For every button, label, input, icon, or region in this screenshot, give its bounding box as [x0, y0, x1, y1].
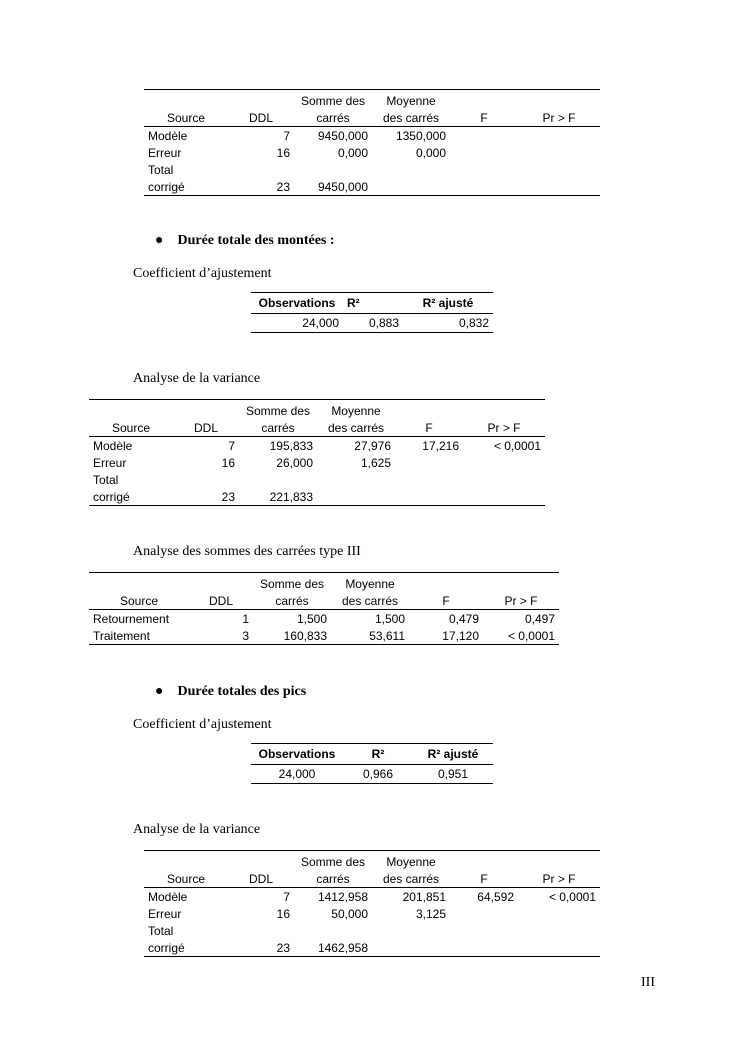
- cell-total-line1: Total: [93, 472, 119, 487]
- cell-ddl: 7: [228, 438, 235, 453]
- header-p: Pr > F: [518, 870, 600, 888]
- cell-source: Traitement: [89, 627, 189, 645]
- cell-source: Erreur: [148, 906, 182, 921]
- cell-p: < 0,0001: [483, 627, 559, 645]
- cell-ms: 1350,000: [395, 128, 446, 143]
- header-ms: des carrés: [372, 109, 450, 127]
- fit-value-observations: 24,000: [251, 314, 343, 333]
- header-source: Source: [89, 419, 173, 437]
- anova-table-2: [89, 399, 545, 506]
- cell-total-line2: corrigé: [144, 939, 228, 957]
- cell-ss: 0,000: [337, 145, 368, 160]
- table-row: [144, 144, 600, 161]
- fit-header-r2: R²: [343, 293, 403, 314]
- cell-ddl: 23: [228, 939, 294, 957]
- fit-table-1: [251, 292, 493, 333]
- cell-p: 0,497: [524, 611, 555, 626]
- cell-f: 17,216: [422, 438, 459, 453]
- header-ms: des carrés: [317, 419, 395, 437]
- anova-table-1: [144, 89, 600, 196]
- type3-table: [89, 572, 559, 645]
- cell-ms: 27,976: [354, 438, 391, 453]
- table-row: [89, 627, 559, 645]
- header-ddl: DDL: [173, 419, 239, 437]
- fit-header-r2: R²: [343, 744, 413, 765]
- cell-f: 17,120: [409, 627, 483, 645]
- header-ddl: DDL: [228, 870, 294, 888]
- fit-value-r2-adjusted: 0,951: [413, 765, 493, 784]
- header-ms-top: Moyenne: [317, 400, 395, 420]
- header-ss-top: Somme des: [239, 400, 317, 420]
- header-ss: carrés: [239, 419, 317, 437]
- table-row-total: [144, 939, 600, 957]
- header-ss-top: Somme des: [253, 573, 331, 593]
- cell-f: [450, 144, 518, 161]
- header-f: F: [409, 592, 483, 610]
- cell-source: Modèle: [148, 889, 188, 904]
- cell-ddl: 3: [189, 627, 253, 645]
- header-ss: carrés: [294, 109, 372, 127]
- header-f: F: [450, 109, 518, 127]
- header-source: Source: [144, 109, 228, 127]
- cell-ss: 195,833: [269, 438, 313, 453]
- fit-header-r2-adjusted: R² ajusté: [403, 293, 493, 314]
- cell-source: Modèle: [93, 438, 133, 453]
- header-source: Source: [144, 870, 228, 888]
- cell-source: Retournement: [93, 611, 170, 626]
- table-row: [251, 314, 493, 333]
- header-p: Pr > F: [463, 419, 545, 437]
- fit-label-1: Coefficient d’ajustement: [133, 266, 272, 281]
- anova-label-2: Analyse de la variance: [133, 822, 261, 837]
- anova-table-4: [144, 850, 600, 957]
- section-title-pics: ● Durée totales des pics: [155, 684, 307, 699]
- fit-label-2: Coefficient d’ajustement: [133, 717, 272, 732]
- fit-header-r2-adjusted: R² ajusté: [413, 744, 493, 765]
- cell-source: Modèle: [148, 128, 188, 143]
- cell-p: < 0,0001: [548, 889, 596, 904]
- cell-ddl: 16: [221, 455, 235, 470]
- cell-f: 0,479: [448, 611, 479, 626]
- cell-ss: 26,000: [276, 455, 313, 470]
- fit-value-r2: 0,883: [343, 314, 403, 333]
- cell-f: [450, 127, 518, 145]
- cell-ddl: 16: [276, 145, 290, 160]
- table-row: [89, 454, 545, 471]
- header-p: Pr > F: [518, 109, 600, 127]
- type3-label: Analyse des sommes des carrées type III: [133, 544, 361, 559]
- cell-ss: 1462,958: [294, 939, 372, 957]
- cell-ms: 53,611: [331, 627, 409, 645]
- section-title-montees: ● Durée totale des montées :: [155, 233, 335, 248]
- table-row: [144, 905, 600, 922]
- header-ms-top: Moyenne: [372, 851, 450, 871]
- cell-ddl: 1: [242, 611, 249, 626]
- table-row: [89, 610, 559, 628]
- header-ms-top: Moyenne: [331, 573, 409, 593]
- header-ss: carrés: [294, 870, 372, 888]
- cell-ms: 0,000: [415, 145, 446, 160]
- fit-header-observations: Observations: [251, 744, 343, 765]
- table-row: [89, 437, 545, 455]
- header-ms-top: Moyenne: [372, 90, 450, 110]
- cell-ddl: 23: [228, 178, 294, 196]
- header-f: F: [395, 419, 463, 437]
- anova-label-1: Analyse de la variance: [133, 371, 261, 386]
- table-row: [144, 127, 600, 145]
- cell-total-line2: corrigé: [89, 488, 173, 506]
- table-row: [251, 765, 493, 784]
- cell-ss: 9450,000: [294, 178, 372, 196]
- cell-source: Erreur: [148, 145, 182, 160]
- header-ddl: DDL: [228, 109, 294, 127]
- table-row: [144, 888, 600, 906]
- cell-ss: 1,500: [296, 611, 327, 626]
- table-row-total-label: [89, 471, 545, 488]
- page-number: III: [641, 975, 655, 990]
- cell-total-line1: Total: [148, 923, 174, 938]
- cell-p: [518, 144, 600, 161]
- header-ms: des carrés: [331, 592, 409, 610]
- cell-p: [518, 127, 600, 145]
- header-ddl: DDL: [189, 592, 253, 610]
- cell-ss: 50,000: [331, 906, 368, 921]
- header-p: Pr > F: [483, 592, 559, 610]
- cell-f: [395, 454, 463, 471]
- cell-total-line1: Total: [148, 162, 174, 177]
- cell-source: Erreur: [93, 455, 127, 470]
- cell-ms: 1,500: [374, 611, 405, 626]
- cell-ddl: 16: [276, 906, 290, 921]
- cell-ms: 201,851: [402, 889, 446, 904]
- cell-ddl: 7: [283, 889, 290, 904]
- bullet-icon: ●: [155, 233, 164, 248]
- header-ms: des carrés: [372, 870, 450, 888]
- cell-p: [518, 905, 600, 922]
- fit-header-observations: Observations: [251, 293, 343, 314]
- header-ss: carrés: [253, 592, 331, 610]
- bullet-icon: ●: [155, 684, 164, 699]
- cell-ss: 221,833: [239, 488, 317, 506]
- cell-ss: 9450,000: [317, 128, 368, 143]
- header-source: Source: [89, 592, 189, 610]
- cell-ddl: 23: [173, 488, 239, 506]
- cell-f: 64,592: [477, 889, 514, 904]
- header-ss-top: Somme des: [294, 90, 372, 110]
- fit-table-2: [251, 743, 493, 784]
- table-row-total: [144, 178, 600, 196]
- cell-p: < 0,0001: [493, 438, 541, 453]
- fit-value-r2-adjusted: 0,832: [403, 314, 493, 333]
- cell-ms: 3,125: [415, 906, 446, 921]
- cell-ss: 1412,958: [317, 889, 368, 904]
- cell-p: [463, 454, 545, 471]
- cell-ms: 1,625: [360, 455, 391, 470]
- cell-ss: 160,833: [253, 627, 331, 645]
- header-f: F: [450, 870, 518, 888]
- table-row-total-label: [144, 161, 600, 178]
- cell-ddl: 7: [283, 128, 290, 143]
- cell-total-line2: corrigé: [144, 178, 228, 196]
- fit-value-observations: 24,000: [251, 765, 343, 784]
- header-ss-top: Somme des: [294, 851, 372, 871]
- cell-f: [450, 905, 518, 922]
- fit-value-r2: 0,966: [343, 765, 413, 784]
- table-row-total-label: [144, 922, 600, 939]
- table-row-total: [89, 488, 545, 506]
